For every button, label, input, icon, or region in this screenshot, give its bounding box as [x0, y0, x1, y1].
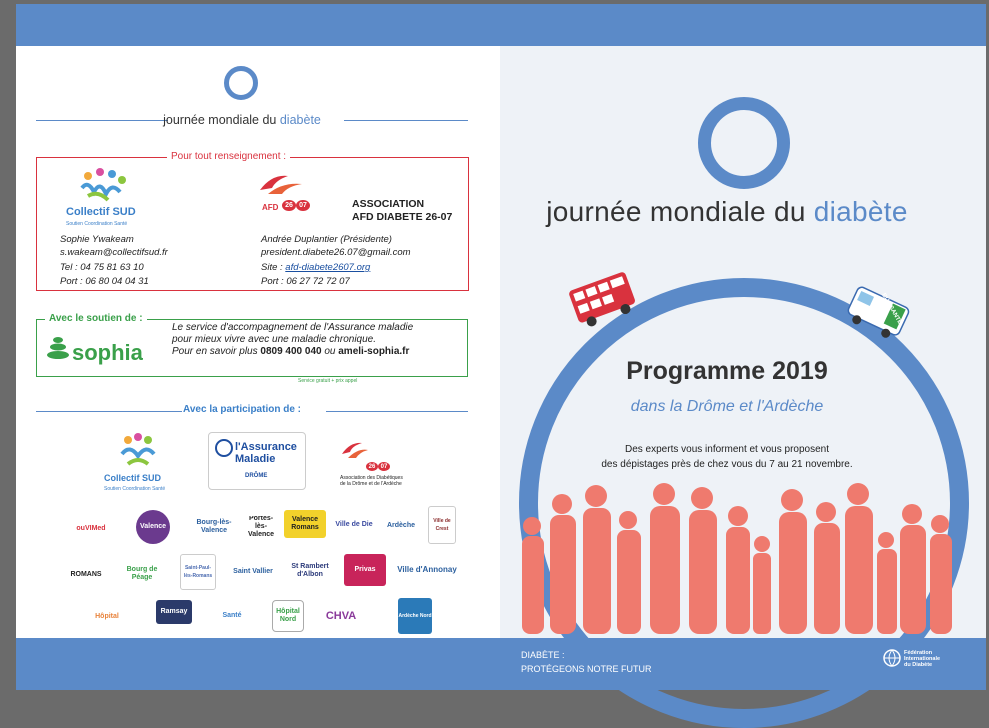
afd-partner-caption1: Association des Diabétiques: [340, 475, 403, 481]
top-band: [16, 4, 986, 46]
assurance-line2: Maladie: [235, 453, 276, 465]
sophia-wordmark: sophia: [72, 340, 143, 365]
contact2-name: Andrée Duplantier (Présidente): [261, 234, 392, 245]
contact1-email: s.wakeam@collectifsud.fr: [60, 247, 168, 258]
contact2-site: Site : afd-diabete2607.org: [261, 262, 371, 273]
partner-logo-ramsay: Ramsay: [156, 600, 192, 624]
afd-site-link[interactable]: afd-diabete2607.org: [285, 262, 371, 273]
afd-partner-logo: [340, 440, 370, 460]
blue-circle-logo: [224, 66, 258, 100]
partner-logo-ardeche-nord: Ardèche Nord: [398, 598, 432, 634]
partner-logo-valence-romans: Valence Romans: [284, 510, 326, 538]
partner-collectif-name: Collectif SUD: [104, 473, 162, 483]
sophia-phone: 0809 400 040: [260, 346, 322, 357]
collectif-subtitle: Soutien Coordination Santé: [66, 221, 128, 227]
program-description: Des experts vous informent et vous proposent des dépistages près de chez vous du 7 au 21 novembre.: [601, 444, 853, 470]
program-title: Programme 2019: [626, 357, 828, 385]
afd-partner-26: 26: [366, 462, 378, 471]
sophia-legend: Avec le soutien de :: [45, 313, 147, 324]
partner-logo-hopital-nord: Hôpital Nord: [272, 600, 304, 632]
partner-logo-st-rambert: St Rambert d'Albon: [291, 563, 329, 578]
main-title: journée mondiale du diabète: [546, 196, 908, 227]
contact1-tel: Tel : 04 75 81 63 10: [60, 262, 144, 273]
sophia-small-print: Service gratuit + prix appel: [298, 378, 358, 384]
sophia-description: Le service d'accompagnement de l'Assurance maladie pour mieux vivre avec une maladie chronique. Pour en savoir plus 0809 400 040 ou ameli-sophia.fr: [172, 322, 414, 357]
collectif-name: Collectif SUD: [66, 206, 136, 218]
left-title: journée mondiale du diabète: [163, 113, 321, 127]
contact-legend: Pour tout renseignement :: [167, 151, 290, 162]
idf-logo-text: Fédération Internationale du Diabète: [904, 650, 941, 668]
bus-sante-label: BUS SANTÉ: [880, 292, 903, 326]
footer-line2: PROTÉGEONS NOTRE FUTUR: [521, 664, 652, 674]
partner-logo-crest: Ville de Crest: [428, 506, 456, 544]
partner-logo-valence: Valence: [136, 510, 170, 544]
participation-label: Avec la participation de :: [183, 404, 301, 415]
footer-line1: DIABÈTE :: [521, 650, 565, 660]
afd-num-26: 26: [282, 200, 296, 211]
partner-logo-romans: ROMANS: [70, 571, 102, 578]
red-bus-icon: [566, 266, 640, 328]
collectif-sud-logo: [74, 166, 132, 206]
association-name: AFD DIABETE 26-07: [352, 211, 453, 223]
zen-stones-icon: [44, 334, 72, 362]
contact2-email: president.diabete26.07@gmail.com: [261, 247, 411, 258]
afd-num-07: 07: [296, 200, 310, 211]
partner-logo-ville-de-die: Ville de Die: [335, 521, 373, 528]
association-label: ASSOCIATION: [352, 198, 425, 210]
partner-collectif-sub: Soutien Coordination Santé: [104, 486, 166, 492]
blue-circle-logo: [698, 97, 790, 189]
partner-logo-annonay: Ville d'Annonay: [397, 565, 457, 574]
contact1-port: Port : 06 80 04 04 31: [60, 276, 149, 287]
partner-logo-ardeche: Ardèche: [386, 522, 415, 529]
partner-logo-saint-vallier: Saint Vallier: [233, 568, 273, 575]
globe-icon: [882, 648, 902, 668]
partner-logo-portes-les-valence: Portes-lès-Valence: [247, 516, 275, 538]
afd-badge: AFD: [262, 203, 279, 212]
partner-logo-chva: CHVA: [325, 610, 357, 622]
program-subtitle: dans la Drôme et l'Ardèche: [630, 398, 824, 415]
assurance-emblem-icon: [215, 439, 233, 457]
contact2-port: Port : 06 27 72 72 07: [261, 276, 350, 287]
people-silhouettes: [514, 468, 954, 634]
partner-logo-ouvimed: ouVIMed: [76, 525, 106, 532]
assurance-line3: DRÔME: [245, 473, 268, 479]
sophia-site: ameli-sophia.fr: [338, 346, 410, 357]
partner-logo-sante: Santé: [222, 612, 242, 619]
collectif-sud-logo: [118, 432, 158, 470]
bus-sante-icon: [846, 282, 910, 342]
left-bottom-band: [16, 638, 500, 690]
partner-logo-bourg-les-valence: Bourg-lès-Valence: [196, 519, 232, 534]
contact1-name: Sophie Ywakeam: [60, 234, 134, 245]
partner-logo-privas: Privas: [344, 554, 386, 586]
partner-logo-hopital: Hôpital: [95, 613, 119, 620]
afd-partner-caption2: de la Drôme et de l'Ardèche: [340, 481, 402, 487]
partner-logo-bourg-de-peage: Bourg de Péage: [126, 566, 158, 581]
afd-partner-07: 07: [378, 462, 390, 471]
afd-bird-logo: [258, 172, 304, 198]
assurance-maladie-logo: [208, 432, 306, 490]
partner-logo-saint-paul: Saint-Paul-lès-Romans: [180, 554, 216, 590]
assurance-line1: l'Assurance: [235, 441, 297, 453]
